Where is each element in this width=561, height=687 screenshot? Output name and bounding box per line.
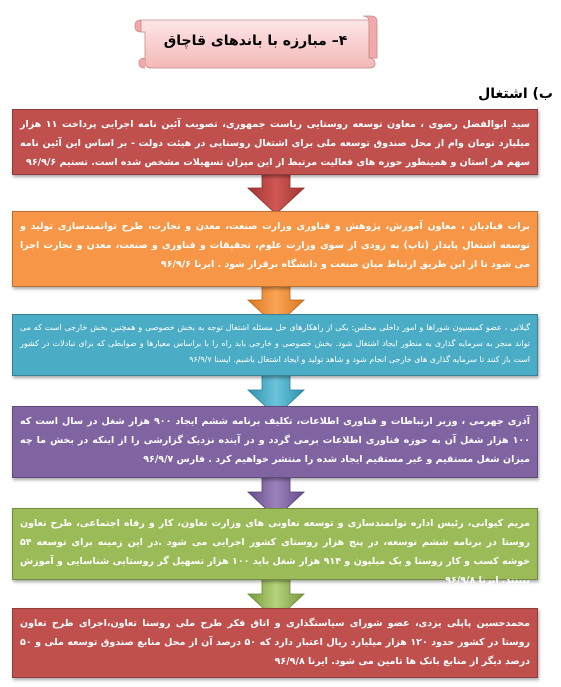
title-banner (131, 14, 379, 70)
section-heading: ب) اشتغال (478, 86, 553, 102)
flow-box-6: محمدحسین پاپلی یزدی، عضو شورای سیاستگذاری و اتاق فکر طرح ملی روستا تعاون،اجرای طرح تعاون روستا در کشور حدود ۱۲۰ هزار میلیارد ریال اعتبار دارد که ۵۰ درصد آن از محل منابع صندوق توسعه ملی و ۵۰ درصد دیگر از منابع بانک ها تامین می شود. ایرنا ۹۶/۹/۸ (12, 608, 538, 678)
flow-box-5: مریم کیوانی، رئیس اداره توانمندسازی و توسعه تعاونی های وزارت تعاون، کار و رفاه اجتماعی، طرح تعاون روستا در برنامه ششم توسعه، در پنج هزار روستای کشور اجرایی می شود .در این زمینه برای توسعه ۵۴ خوشه کسب و کار روستا و یک میلیون و ۹۱۴ هزار شغل باید ۱۰۰ هزار تسهیل گر روستایی شناسایی و آموزش ببینند. ایرنا ۹۶/۹/۸ (12, 508, 538, 580)
flow-box-1: سید ابوالفضل رضوی ، معاون توسعه روستایی ریاست جمهوری، تصویب آئین نامه اجرایی پرداخت ۱۱ هزار میلیارد تومان وام از محل صندوق توسعه ملی برای اشتغال روستایی در هیئت دولت - بر اساس این آئین نامه سهم هر استان و همینطور حوزه های فعالیت مرتبط از این میزان تسهیلات مشخص شده است. تسنیم ۹۶/۹/۶ (12, 109, 538, 175)
flow-box-2: برات قبادیان ، معاون آموزش، پژوهش و فناوری وزارت صنعت، معدن و تجارت، طرح توانمندسازی تولید و توسعه اشتغال پایدار (تاپ) به زودی از سوی وزارت علوم، تحقیقات و فناوری و صنعت، معدن و تجارت اجرا می شود تا از این طریق ارتباط میان صنعت و دانشگاه برقرار شود . ایرنا ۹۶/۹/۶ (12, 211, 538, 287)
banner-title: ۴– مبارزه با باندهای قاچاق (163, 33, 348, 49)
flow-box-4: آذری جهرمی ، وزیر ارتباطات و فناوری اطلاعات، تکلیف برنامه ششم ایجاد ۹۰۰ هزار شغل در سال است که ۱۰۰ هزار شغل آن به حوزه فناوری اطلاعات برمی گردد و در آینده نزدیک گزارشی را از اینکه در بخش ما چه میزان شغل مستقیم و غیر مستقیم ایجاد شده را منتشر خواهیم کرد . فارس ۹۶/۹/۷ (12, 406, 538, 478)
flow-box-3: گیلانی ، عضو کمیسیون شوراها و امور داخلی مجلس: یکی از راهکارهای حل مسئله اشتغال توجه به بخش خصوصی و همچنین بخش خارجی است که می تواند منجر به سرمایه گذاری به منظور ایجاد اشتغال شود. بخش خصوصی و خارجی باید راه را با براساس معیارها و ضوابطی که برای تبادلات در کشور است باز کنند تا سرمایه گذاری های خارجی انجام شود و شاهد تولید و ایجاد اشتغال باشیم. ایسنا ۹۶/۹/۷ (12, 314, 538, 376)
